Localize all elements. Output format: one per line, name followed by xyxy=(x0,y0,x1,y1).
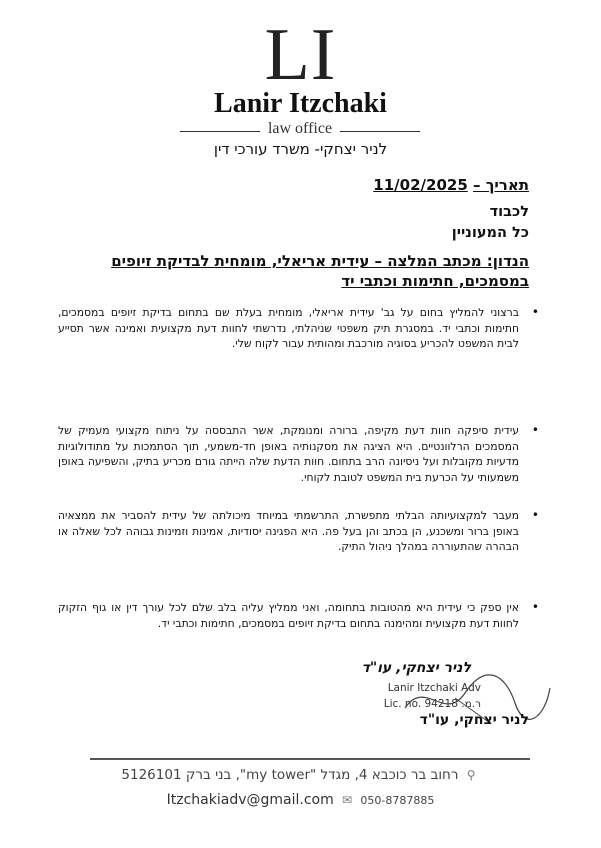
footer-divider xyxy=(90,758,530,760)
date-label: תאריך – xyxy=(472,176,529,194)
body-paragraph: • אין ספק כי עידית היא מהטובות בתחומה, ואני ממליץ עליה בלב שלם לכל עורך דין או גוף הזקוק לחוות דעת מקצועית ומהימנה בתחום בדיקת זיופים במסמכים, חתימות וכתבי יד. xyxy=(58,600,539,630)
letter-date xyxy=(373,176,529,194)
firm-name: Lanir Itzchaki xyxy=(214,88,387,119)
location-icon: ⚲ xyxy=(466,768,476,782)
body-paragraph: • מעבר למקצועיותה הבלתי מתפשרת, התרשמתי במיוחד מיכולתה של עידית להסביר את ממצאיה באופן ברור ומשכנע, הן בכתב והן בעל פה. היא הפגינה יסודיות, אמינות וזמינות גבוהה לכל שאלה או הבהרה שהתעוררה במהלך ניהול התיק. xyxy=(58,508,539,554)
bullet-icon: • xyxy=(531,600,539,614)
email-icon: ✉ xyxy=(342,793,353,807)
letter-subject: הנדון: מכתב המלצה – עידית אריאלי, מומחית לבדיקת זיופים במסמכים, חתימות וכתבי יד xyxy=(111,252,529,290)
footer-address xyxy=(0,767,601,783)
divider xyxy=(180,131,260,132)
firm-subtitle: law office xyxy=(267,120,333,137)
bullet-icon: • xyxy=(531,423,539,437)
bullet-icon: • xyxy=(531,508,539,522)
stamp-line: Lanir Itzchaki Adv xyxy=(387,682,481,694)
stamp-line: Lic. no. 94218 .ר.מ xyxy=(383,698,481,710)
addressee-line: לכבוד xyxy=(489,204,529,220)
bullet-icon: • xyxy=(531,305,539,319)
body-paragraph: • עידית סיפקה חוות דעת מקיפה, ברורה ומנומקת, אשר התבססה על ניתוח מקצועי מעמיק של המסמכים הרלוונטיים. היא הציגה את מסקנותיה באופן חד-משמעי, תוך הסתמכות על מתודולוגיות מדעיות מקובלות ועל ניסיונה הרב בתחום. חוות הדעת שלה הייתה גורם מכריע בתיק, והשפיעה באופן משמעותי על הכרעת בית המשפט לטובת לקוחי. xyxy=(58,423,539,484)
email-text: Itzchakiadv@gmail.com xyxy=(166,792,334,808)
firm-name-hebrew: לניר יצחקי- משרד עורכי דין xyxy=(213,140,388,158)
address-text: רחוב בר כוכבא 4, מגדל "my tower", בני ברק 5126101 xyxy=(121,767,459,783)
signature-handwritten: לניר יצחקי, עו"ד xyxy=(361,660,471,676)
logo-mark: LI xyxy=(264,14,337,96)
addressee xyxy=(452,202,529,244)
signature-typed: לניר יצחקי, עו"ד xyxy=(419,712,529,728)
addressee-line: כל המעוניין xyxy=(451,225,529,241)
date-value: 11/02/2025 xyxy=(373,176,468,194)
phone-text: 050-8787885 xyxy=(360,794,435,807)
firm-subtitle-row xyxy=(180,120,420,138)
divider xyxy=(340,131,420,132)
body-paragraph: • ברצוני להמליץ בחום על גב' עידית אריאלי, מומחית בעלת שם בתחום בדיקת זיופים במסמכים, חתימות וכתבי יד. במסגרת תיק משפטי שניהלתי, נדרשתי לחוות דעת מקצועית ואמינה אשר תסייע לבית המשפט להכריע בסוגיה מורכבת ומהותית עבור לקוח שלי. xyxy=(58,305,539,351)
footer-contact xyxy=(0,792,601,808)
